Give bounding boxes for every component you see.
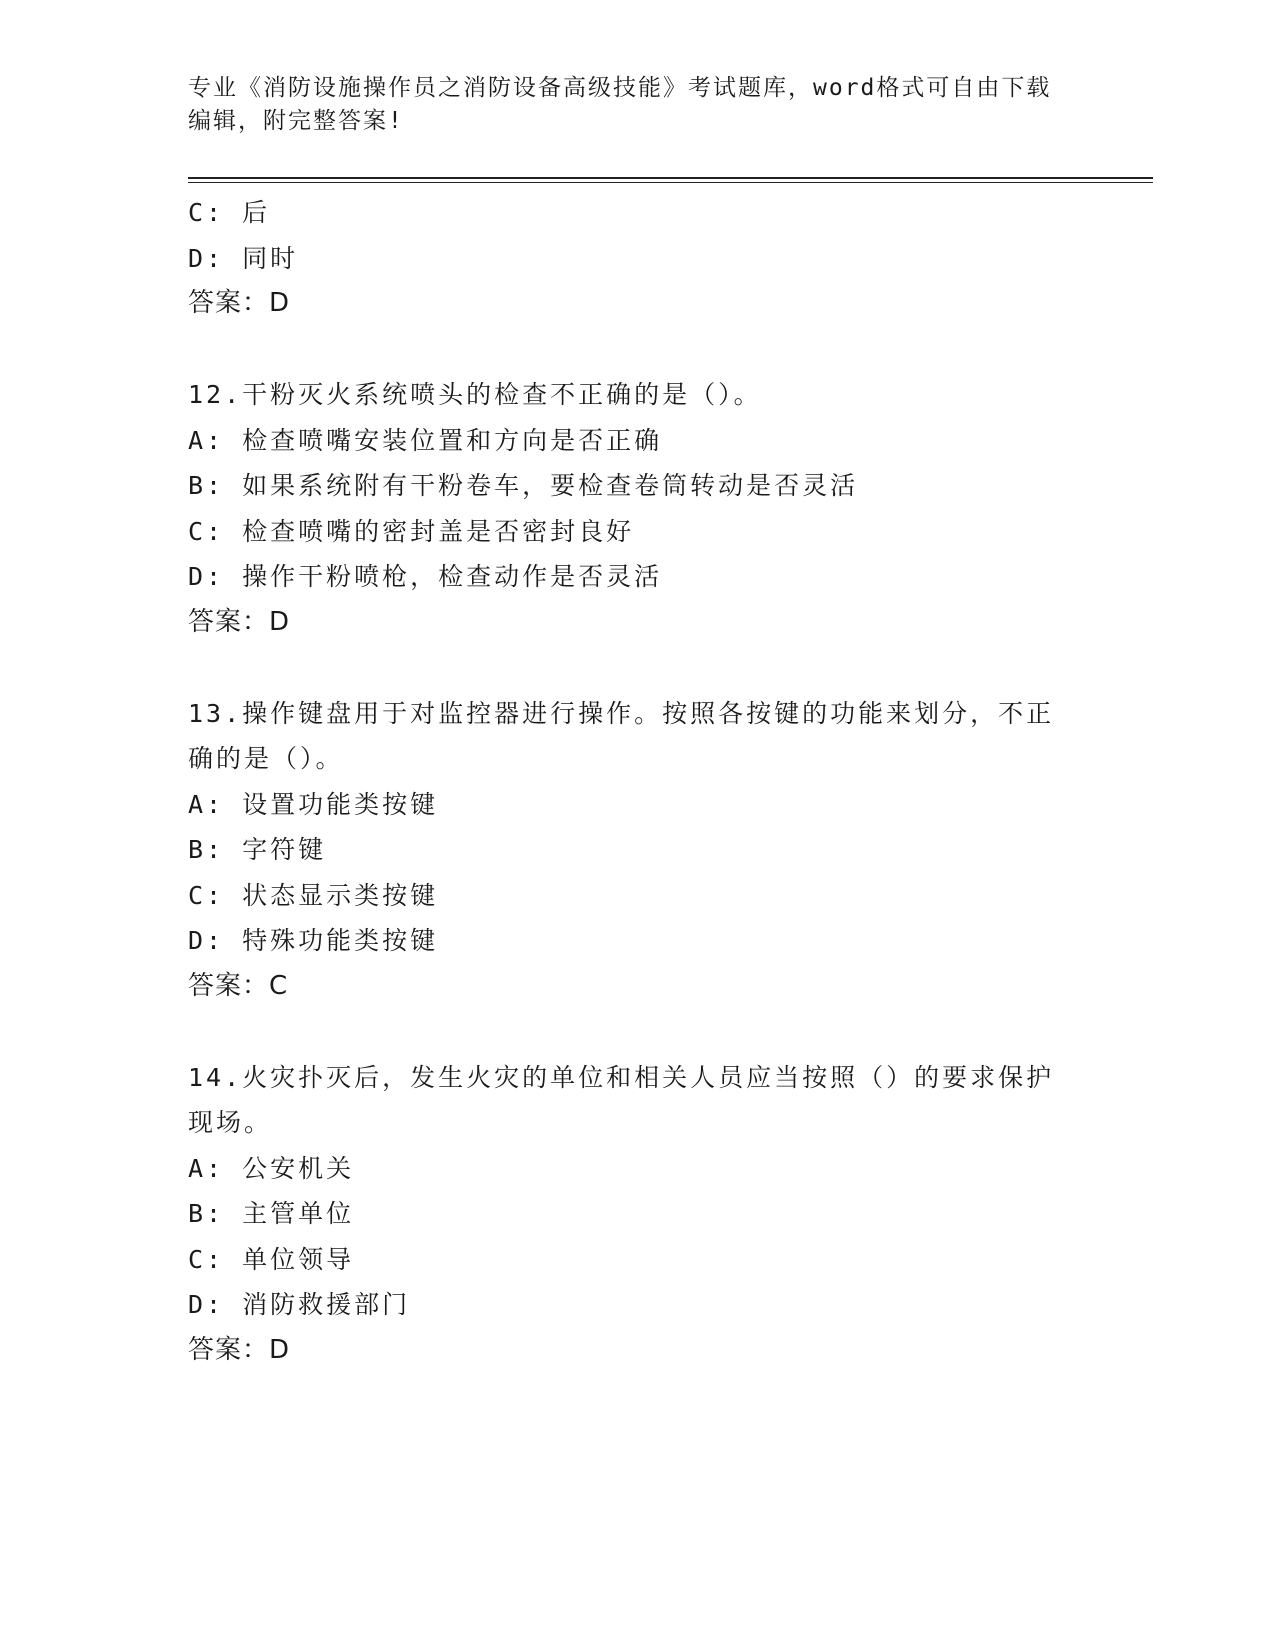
prev-question-tail [188, 190, 1088, 327]
question-14 [188, 1055, 1088, 1374]
option-b: B: 字符键 [188, 835, 327, 864]
answer: 答案：D [188, 606, 291, 637]
option-c: C: 后 [188, 198, 271, 227]
question-stem: 13.操作键盘用于对监控器进行操作。按照各按键的功能来划分，不正确的是（）。 [188, 698, 1055, 773]
question-12 [188, 372, 1088, 645]
option-a: A: 检查喷嘴安装位置和方向是否正确 [188, 425, 663, 455]
option-c: C: 单位领导 [188, 1244, 355, 1274]
option-b: B: 主管单位 [188, 1199, 355, 1228]
header-divider [188, 177, 1153, 179]
option-a: A: 设置功能类按键 [188, 789, 439, 819]
answer: 答案：C [188, 970, 289, 1001]
option-c: C: 状态显示类按键 [188, 880, 439, 910]
option-a: A: 公安机关 [188, 1153, 355, 1183]
option-d: D: 特殊功能类按键 [188, 926, 439, 955]
answer: 答案：D [188, 1334, 291, 1365]
document-header: 专业《消防设施操作员之消防设备高级技能》考试题库，word格式可自由下载编辑，附完整答案! [188, 75, 1052, 134]
question-13 [188, 691, 1088, 1010]
header-divider-thin [188, 182, 1153, 183]
question-stem: 12.干粉灭火系统喷头的检查不正确的是（）。 [188, 380, 762, 409]
question-list [188, 190, 1088, 1373]
option-c: C: 检查喷嘴的密封盖是否密封良好 [188, 516, 635, 546]
option-b: B: 如果系统附有干粉卷车，要检查卷筒转动是否灵活 [188, 471, 859, 500]
answer: 答案：D [188, 288, 291, 318]
option-d: D: 消防救援部门 [188, 1290, 411, 1319]
option-d: D: 操作干粉喷枪，检查动作是否灵活 [188, 562, 663, 591]
option-d: D: 同时 [188, 243, 299, 273]
question-stem: 14.火灾扑灭后，发生火灾的单位和相关人员应当按照（）的要求保护现场。 [188, 1062, 1055, 1137]
